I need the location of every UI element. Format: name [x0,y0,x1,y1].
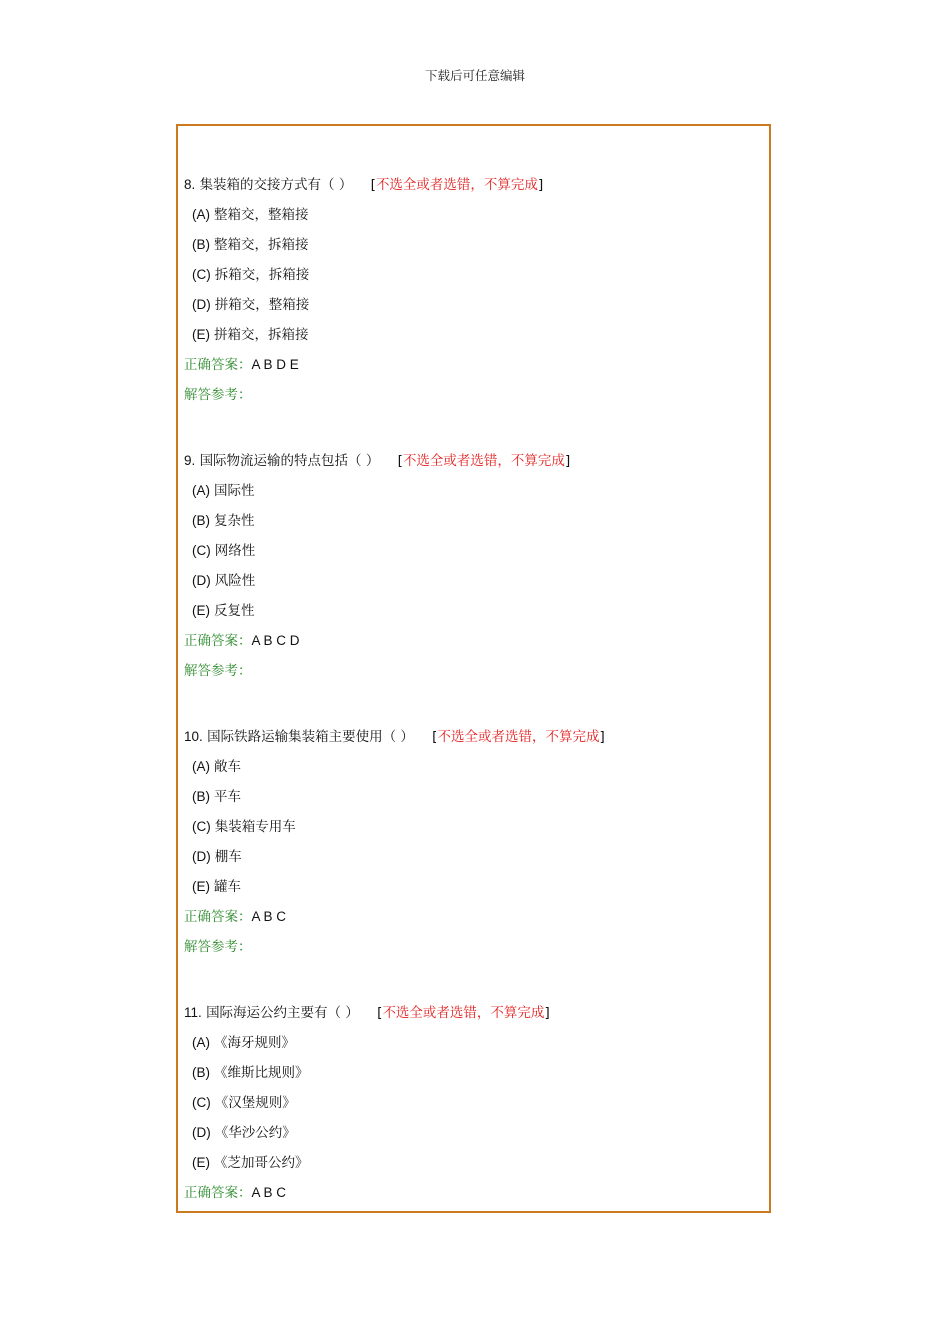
option-letter: (E) [192,603,210,618]
option-text: 《芝加哥公约》 [214,1155,309,1171]
option-letter: (A) [192,207,210,222]
option-c[interactable] [184,260,764,290]
requirement-note: [不选全或者选错，不算完成] [432,729,605,745]
option-text: 网络性 [214,543,256,559]
option-letter: (A) [192,483,210,498]
question-number: 8. [184,177,196,192]
option-text: 整箱交，整箱接 [214,207,309,223]
question-text: 国际物流运输的特点包括（ ） [199,453,380,469]
option-c[interactable] [184,536,764,566]
option-letter: (E) [192,1155,210,1170]
question-title [184,998,764,1028]
option-letter: (D) [192,1125,211,1140]
option-e[interactable] [184,596,764,626]
explanation [184,932,764,962]
option-letter: (D) [192,573,211,588]
option-c[interactable] [184,812,764,842]
option-text: 反复性 [214,603,255,619]
option-letter: (B) [192,1065,210,1080]
option-letter: (D) [192,297,211,312]
option-text: 拆箱交，拆箱接 [214,267,310,283]
option-text: 整箱交，拆箱接 [214,237,309,253]
answer-label: 正确答案： [184,357,252,373]
option-d[interactable] [184,1118,764,1148]
answer-value: A B C [251,1185,287,1200]
correct-answer [184,902,764,932]
option-text: 《海牙规则》 [214,1035,295,1051]
answer-label: 正确答案： [184,633,252,649]
question-title [184,722,764,752]
option-d[interactable] [184,566,764,596]
question-title [184,446,764,476]
option-text: 《华沙公约》 [214,1125,296,1141]
question-text: 国际铁路运输集装箱主要使用（ ） [207,729,414,745]
question-text: 国际海运公约主要有（ ） [206,1005,359,1021]
question-title [184,170,764,200]
option-text: 风险性 [214,573,256,589]
page-header: 下载后可任意编辑 [424,68,525,83]
option-letter: (C) [192,267,211,282]
requirement-note: [不选全或者选错，不算完成] [397,453,571,469]
option-e[interactable] [184,1148,764,1178]
option-text: 拼箱交，拆箱接 [214,327,309,343]
option-d[interactable] [184,842,764,872]
explanation-label: 解答参考： [184,663,252,679]
option-text: 集装箱专用车 [214,819,296,835]
question-10 [184,722,764,962]
option-text: 复杂性 [214,513,255,529]
option-letter: (D) [192,849,211,864]
option-text: 平车 [214,789,241,805]
correct-answer [184,1178,764,1208]
option-a[interactable] [184,1028,764,1058]
option-letter: (C) [192,543,211,558]
option-a[interactable] [184,752,764,782]
option-text: 《维斯比规则》 [214,1065,309,1081]
option-letter: (A) [192,1035,210,1050]
requirement-note: [不选全或者选错，不算完成] [377,1005,550,1021]
option-letter: (B) [192,237,210,252]
option-letter: (B) [192,513,210,528]
answer-value: A B D E [251,357,299,372]
option-a[interactable] [184,200,764,230]
option-letter: (C) [192,819,211,834]
option-letter: (E) [192,879,210,894]
option-e[interactable] [184,872,764,902]
quiz-frame [176,124,771,1213]
option-b[interactable] [184,230,764,260]
explanation-label: 解答参考： [184,939,252,955]
option-text: 敞车 [214,759,241,775]
explanation [184,656,764,686]
answer-label: 正确答案： [184,909,252,925]
answer-value: A B C D [251,633,300,648]
correct-answer [184,626,764,656]
requirement-note: [不选全或者选错，不算完成] [370,177,544,193]
option-b[interactable] [184,1058,764,1088]
question-9 [184,446,764,686]
option-letter: (C) [192,1095,211,1110]
answer-label: 正确答案： [184,1185,252,1201]
option-a[interactable] [184,476,764,506]
correct-answer [184,350,764,380]
option-text: 拼箱交，整箱接 [214,297,310,313]
option-b[interactable] [184,506,764,536]
option-letter: (E) [192,327,210,342]
option-text: 国际性 [214,483,255,499]
question-text: 集装箱的交接方式有（ ） [199,177,353,193]
option-e[interactable] [184,320,764,350]
explanation [184,380,764,410]
question-number: 9. [184,453,196,468]
question-11 [184,998,764,1208]
option-d[interactable] [184,290,764,320]
option-text: 棚车 [214,849,242,865]
option-text: 《汉堡规则》 [214,1095,296,1111]
option-c[interactable] [184,1088,764,1118]
answer-value: A B C [251,909,287,924]
option-text: 罐车 [214,879,241,895]
option-letter: (B) [192,789,210,804]
question-number: 11. [184,1005,202,1020]
explanation-label: 解答参考： [184,387,252,403]
option-letter: (A) [192,759,210,774]
option-b[interactable] [184,782,764,812]
question-8 [184,170,764,410]
question-number: 10. [184,729,203,744]
